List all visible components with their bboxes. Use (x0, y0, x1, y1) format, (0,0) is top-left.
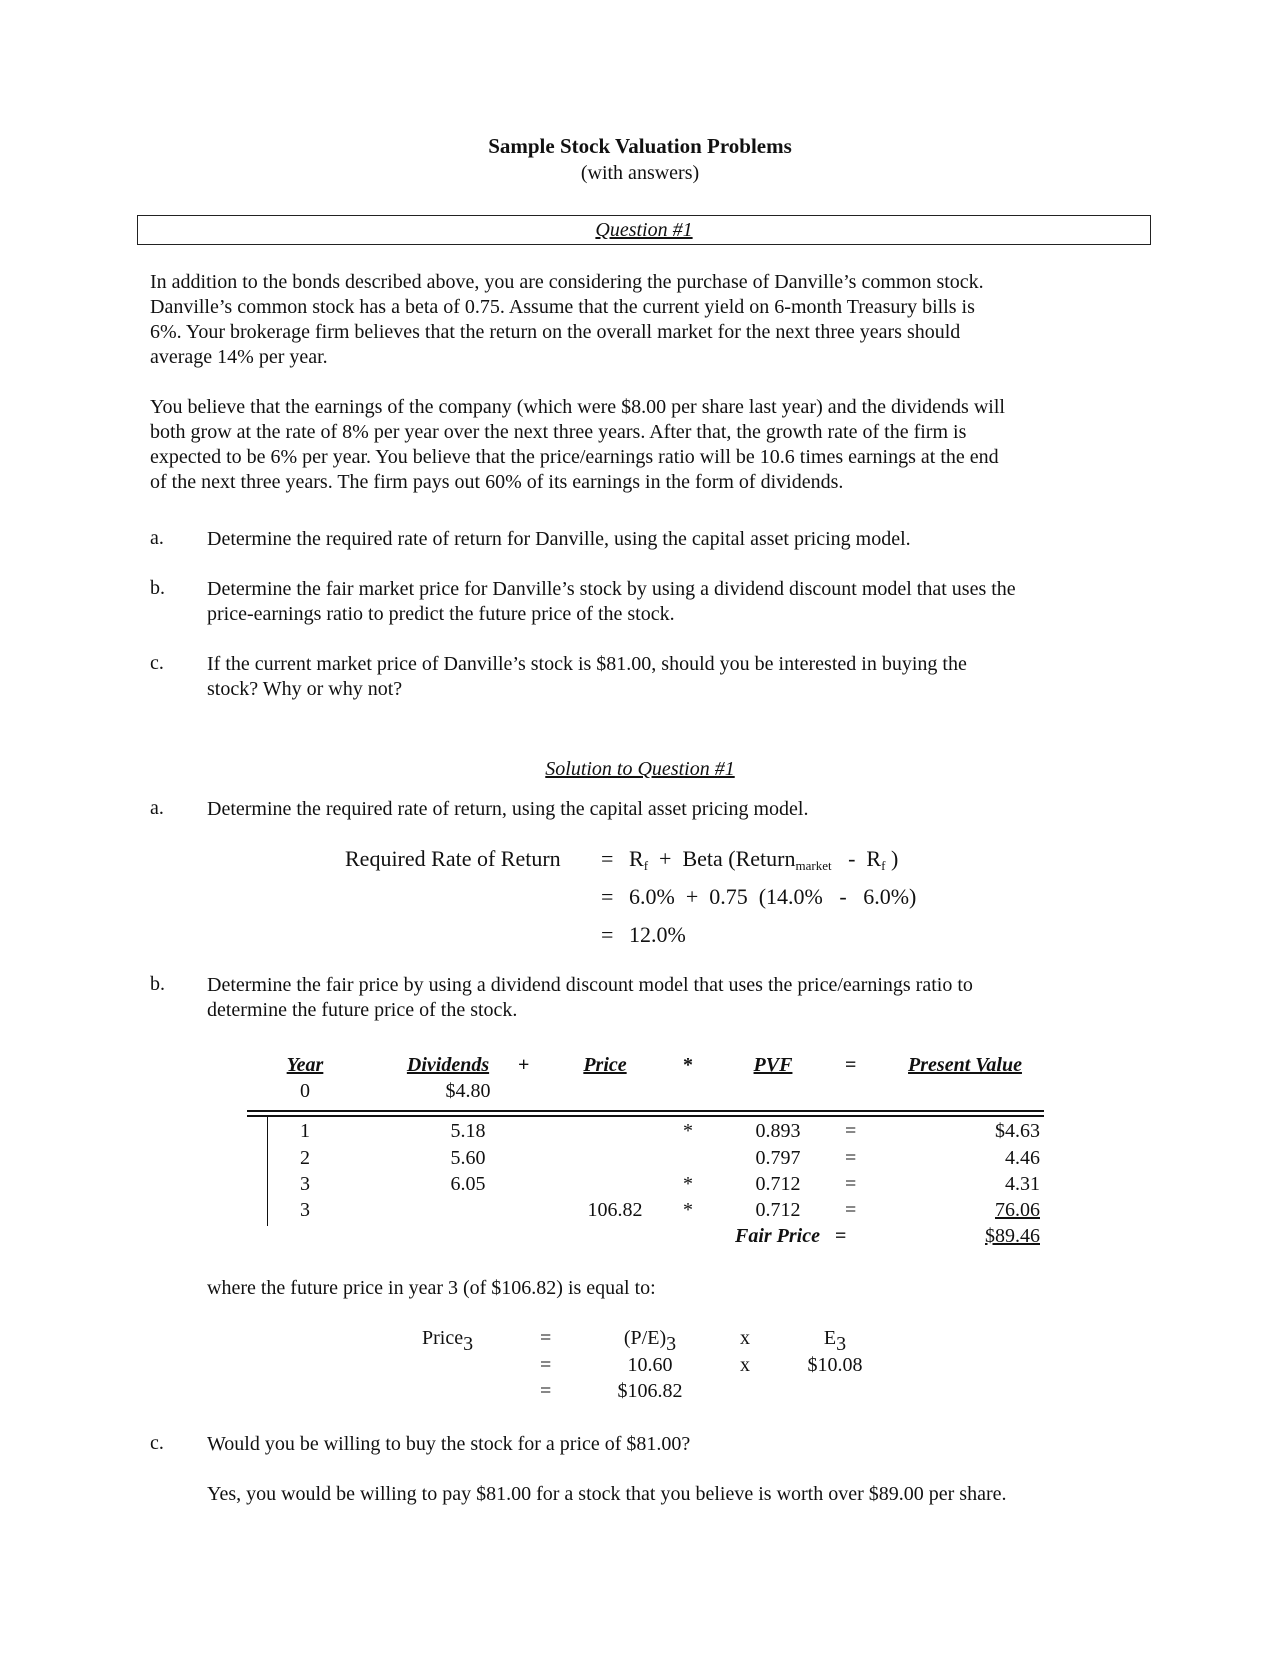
question-a-label: a. (150, 527, 164, 549)
row0-year: 0 (300, 1080, 310, 1102)
price3-equals-1: = (540, 1327, 552, 1349)
row1-pvf: 0.893 (755, 1120, 801, 1142)
text-line: 6%. Your brokerage firm believes that the return on the overall market for the next three years should (150, 321, 961, 343)
row4-pv: 76.06 (995, 1199, 1040, 1221)
solution-b-label: b. (150, 973, 165, 995)
intro-paragraph-1 (150, 270, 1140, 370)
row1-pv: $4.63 (995, 1120, 1040, 1142)
rf-symbol-2: R (866, 846, 882, 871)
rf-symbol: R (629, 846, 644, 871)
e-subscript: 3 (836, 1333, 847, 1355)
price3-subscript: 3 (463, 1333, 474, 1355)
fair-price-equals: = (835, 1225, 847, 1247)
text-line: price-earnings ratio to predict the future price of the stock. (207, 603, 675, 625)
text-line: In addition to the bonds described above, you are considering the purchase of Danville’s common stock. (150, 271, 984, 293)
row1-year: 1 (300, 1120, 310, 1142)
row1-equals: = (845, 1120, 857, 1142)
row3-times: * (683, 1173, 693, 1195)
text-line: If the current market price of Danville’s stock is $81.00, should you be interested in buying the (207, 653, 967, 675)
row4-price: 106.82 (587, 1199, 643, 1221)
text-line: determine the future price of the stock. (207, 999, 518, 1021)
times-1: x (740, 1327, 750, 1349)
text-line: Determine the fair market price for Danville’s stock by using a dividend discount model that uses the (207, 578, 1016, 600)
solution-a-text: Determine the required rate of return, using the capital asset pricing model. (207, 798, 809, 820)
row2-dividend: 5.60 (450, 1147, 486, 1169)
table-rule-top (247, 1110, 1044, 1112)
row3-year: 3 (300, 1173, 310, 1195)
text-line: Determine the fair price by using a dividend discount model that uses the price/earnings ratio to (207, 974, 973, 996)
row3-dividend: 6.05 (450, 1173, 486, 1195)
question-header-box (137, 215, 1151, 245)
text-line: stock? Why or why not? (207, 678, 403, 700)
capm-formula (629, 846, 898, 874)
header-equals: = (845, 1054, 857, 1076)
pe-label: (P/E) (623, 1327, 667, 1349)
question-a-text (207, 527, 1147, 552)
header-year: Year (286, 1054, 324, 1076)
row2-pvf: 0.797 (755, 1147, 801, 1169)
times-2: x (740, 1354, 750, 1376)
e3-value: $10.08 (807, 1354, 863, 1376)
row4-equals: = (845, 1199, 857, 1221)
row1-times: * (683, 1120, 693, 1142)
fair-price-label: Fair Price (735, 1225, 820, 1247)
solution-b-text (207, 973, 1147, 1023)
rf-subscript-2: f (881, 858, 886, 873)
capm-equals-1: = (601, 846, 614, 871)
text-line: Danville’s common stock has a beta of 0.75. Assume that the current yield on 6-month Treasury bills is (150, 296, 975, 318)
header-times: * (683, 1054, 693, 1076)
question-c-label: c. (150, 652, 164, 674)
where-text: where the future price in year 3 (of $106.82) is equal to: (207, 1277, 656, 1299)
row4-pvf: 0.712 (755, 1199, 801, 1221)
solution-c-question: Would you be willing to buy the stock for a price of $81.00? (207, 1433, 691, 1455)
row3-pvf: 0.712 (755, 1173, 801, 1195)
text-line: both grow at the rate of 8% per year over the next three years. After that, the growth rate of the firm is (150, 421, 967, 443)
price3-label: Price (422, 1327, 464, 1349)
close-paren: ) (890, 846, 899, 871)
price3-result: $106.82 (617, 1380, 683, 1402)
table-rule-bottom (247, 1115, 1044, 1117)
pe3 (600, 1327, 700, 1356)
text-line: Determine the required rate of return for Danville, using the capital asset pricing model. (207, 528, 911, 550)
question-b-text (207, 577, 1147, 627)
price3-lhs (422, 1327, 473, 1356)
capm-equals-2: = (601, 884, 614, 909)
solution-c-answer: Yes, you would be willing to pay $81.00 for a stock that you believe is worth over $89.00 per share. (207, 1483, 1007, 1505)
row0-dividend: $4.80 (445, 1080, 491, 1102)
price3-equals-2: = (540, 1354, 552, 1376)
text-line: expected to be 6% per year. You believe that the price/earnings ratio will be 10.6 times earnings at the end (150, 446, 999, 468)
row3-equals: = (845, 1173, 857, 1195)
row1-dividend: 5.18 (450, 1120, 486, 1142)
row2-year: 2 (300, 1147, 310, 1169)
e3 (800, 1327, 870, 1356)
capm-lhs: Required Rate of Return (345, 846, 561, 871)
market-subscript: market (795, 858, 832, 873)
page-subtitle: (with answers) (580, 162, 700, 184)
question-b-label: b. (150, 577, 165, 599)
solution-c-label: c. (150, 1432, 164, 1454)
header-pvf: PVF (753, 1054, 793, 1076)
capm-result: 12.0% (629, 922, 686, 947)
pe-subscript: 3 (666, 1333, 677, 1355)
header-dividends: Dividends (406, 1054, 490, 1076)
solution-header: Solution to Question #1 (545, 758, 735, 780)
row4-year: 3 (300, 1199, 310, 1221)
text-line: of the next three years. The firm pays out 60% of its earnings in the form of dividends. (150, 471, 844, 493)
question-header: Question #1 (595, 219, 693, 241)
question-c-text (207, 652, 1147, 702)
price3-equals-3: = (540, 1380, 552, 1402)
text-line: average 14% per year. (150, 346, 328, 368)
fair-price-value: $89.46 (985, 1225, 1040, 1247)
pe3-value: 10.60 (627, 1354, 673, 1376)
capm-step-2: 6.0% + 0.75 (14.0% - 6.0%) (629, 884, 917, 909)
year-column-rule (267, 1116, 268, 1226)
header-plus: + (518, 1054, 530, 1076)
page-title: Sample Stock Valuation Problems (488, 134, 792, 158)
row4-times: * (683, 1199, 693, 1221)
header-price: Price (583, 1054, 627, 1076)
rf-subscript: f (643, 858, 649, 873)
row2-equals: = (845, 1147, 857, 1169)
minus-sign: - (848, 846, 856, 871)
beta-return: Beta (Return (682, 846, 796, 871)
plus-sign: + (659, 846, 672, 871)
header-present-value: Present Value (908, 1054, 1022, 1076)
text-line: You believe that the earnings of the company (which were $8.00 per share last year) and the dividends will (150, 396, 1005, 418)
row2-pv: 4.46 (1005, 1147, 1040, 1169)
intro-paragraph-2 (150, 395, 1140, 495)
row3-pv: 4.31 (1005, 1173, 1040, 1195)
capm-equals-3: = (601, 922, 614, 947)
e-label: E (823, 1327, 837, 1349)
solution-a-label: a. (150, 797, 164, 819)
